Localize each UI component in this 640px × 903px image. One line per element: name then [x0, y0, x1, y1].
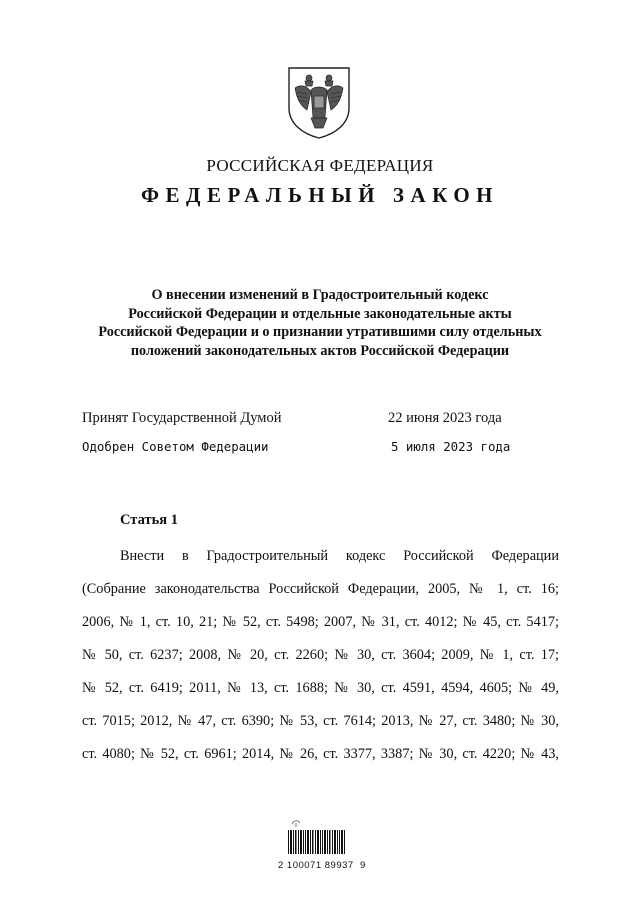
body-line: № 52, ст. 6419; 2011, № 13, ст. 1688; № 30, ст. 4591, 4594, 4605; № 49, [82, 680, 559, 696]
law-title-line: Российской Федерации и отдельные законодательные акты [128, 305, 512, 322]
coat-of-arms-icon [285, 64, 353, 140]
adoption-date: 5 июля 2023 года [391, 439, 511, 454]
body-line: ст. 7015; 2012, № 47, ст. 6390; № 53, ст. 7614; 2013, № 27, ст. 3480; № 30, [82, 713, 559, 729]
document-type: ФЕДЕРАЛЬНЫЙ ЗАКОН [141, 183, 499, 207]
article-heading: Статья 1 [120, 512, 178, 528]
law-title-line: положений законодательных актов Российской Федерации [130, 342, 510, 359]
body-line: Внести в Градостроительный кодекс Российской Федерации [120, 548, 559, 564]
body-line: № 50, ст. 6237; 2008, № 20, ст. 2260; № 30, ст. 3604; 2009, № 1, ст. 17; [82, 647, 559, 663]
adoption-label: Принят Государственной Думой [82, 410, 282, 426]
adoption-label: Одобрен Советом Федерации [82, 439, 269, 454]
body-line: (Собрание законодательства Российской Федерации, 2005, № 1, ст. 16; [82, 581, 559, 597]
barcode-icon [286, 818, 348, 856]
adoption-date: 22 июня 2023 года [388, 410, 502, 426]
country-name: РОССИЙСКАЯ ФЕДЕРАЦИЯ [206, 156, 434, 175]
law-title-line: О внесении изменений в Градостроительный кодекс [151, 287, 489, 303]
law-title-line: Российской Федерации и о признании утратившими силу отдельных [98, 324, 542, 340]
law-title [70, 286, 570, 360]
article-body [82, 546, 559, 777]
body-line: ст. 4080; № 52, ст. 6961; 2014, № 26, ст. 3377, 3387; № 30, ст. 4220; № 43, [82, 746, 559, 762]
barcode-number: 2 100071 89937 9 [278, 860, 366, 871]
body-line: 2006, № 1, ст. 10, 21; № 52, ст. 5498; 2007, № 31, ст. 4012; № 45, ст. 5417; [82, 614, 559, 630]
